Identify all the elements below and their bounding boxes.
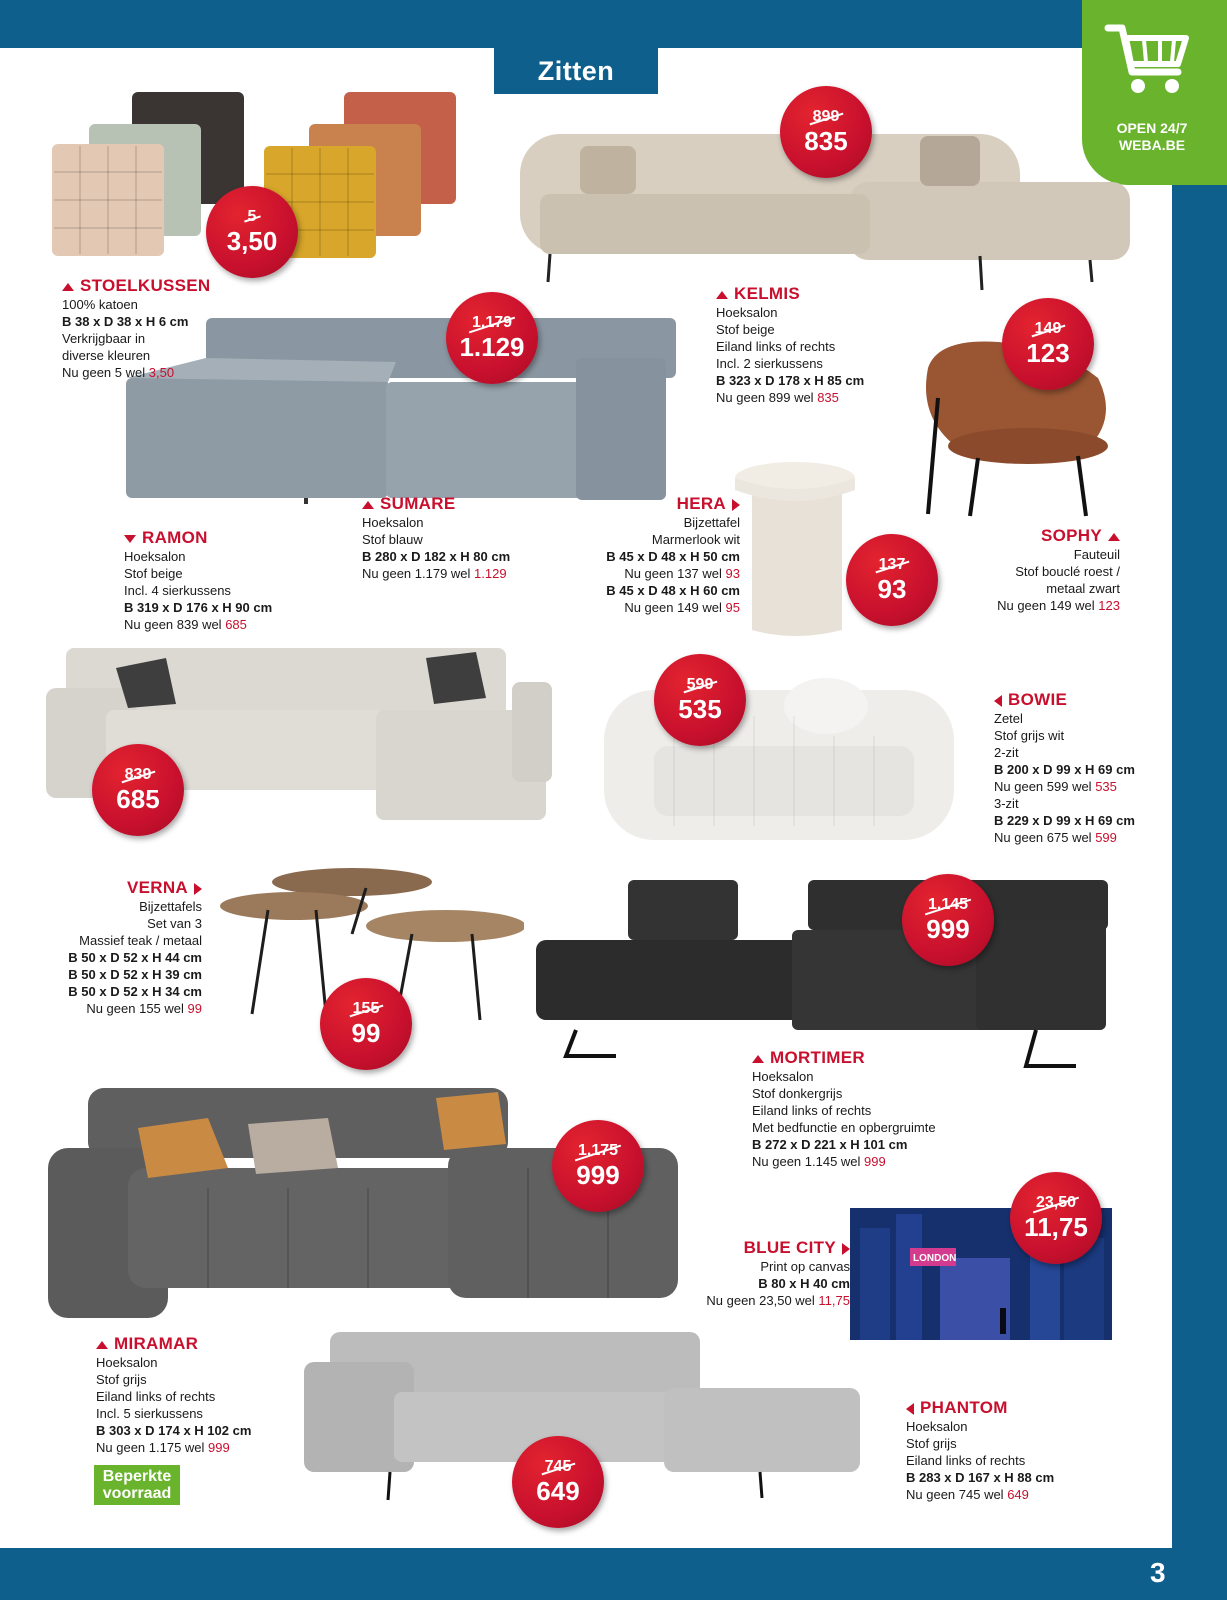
triangle-up-icon (752, 1055, 764, 1063)
old-price: 1.175 (577, 1142, 619, 1159)
spec-line: Eiland links of rechts (752, 1103, 872, 1118)
dimensions: B 45 x D 48 x H 50 cm (606, 549, 740, 564)
price-line: Nu geen 599 wel 535 (994, 779, 1117, 794)
spec-line: Met bedfunctie en opbergruimte (752, 1120, 936, 1135)
top-frame-bar (0, 0, 1227, 48)
verna-info (40, 878, 202, 1017)
spec-line: Hoeksalon (716, 305, 778, 320)
spec-line: metaal zwart (1046, 581, 1120, 596)
shopping-cart-icon (1104, 20, 1194, 100)
new-price: 685 (116, 784, 160, 814)
dimensions: B 200 x D 99 x H 69 cm (994, 762, 1135, 777)
new-price: 11,75 (1024, 1212, 1088, 1242)
old-price: 23,50 (1035, 1194, 1077, 1211)
stoelkussen-price-badge (206, 186, 298, 278)
product-name: PHANTOM (906, 1398, 1106, 1418)
triangle-up-icon (362, 501, 374, 509)
triangle-down-icon (124, 535, 136, 543)
price-line: Nu geen 745 wel 649 (906, 1487, 1029, 1502)
new-price: 99 (351, 1018, 381, 1048)
phantom-price-badge (512, 1436, 604, 1528)
hera-price-badge (846, 534, 938, 626)
sophy-info (940, 526, 1120, 614)
spec-line: diverse kleuren (62, 348, 151, 363)
triangle-up-icon (1108, 533, 1120, 541)
dimensions: B 303 x D 174 x H 102 cm (96, 1423, 252, 1438)
bowie-price-badge (654, 654, 746, 746)
miramar-info (96, 1334, 296, 1456)
new-price: 835 (804, 126, 848, 156)
price-line: Nu geen 1.145 wel 999 (752, 1154, 886, 1169)
dimensions: B 229 x D 99 x H 69 cm (994, 813, 1135, 828)
spec-line: Eiland links of rechts (96, 1389, 216, 1404)
dimensions: B 323 x D 178 x H 85 cm (716, 373, 865, 388)
dimensions: B 272 x D 221 x H 101 cm (752, 1137, 908, 1152)
sumare-price-badge (446, 292, 538, 384)
price-line: Nu geen 1.179 wel 1.129 (362, 566, 507, 581)
badge-line-open: OPEN 24/7 (1116, 120, 1188, 136)
spec-line: Eiland links of rechts (906, 1453, 1026, 1468)
spec-line: Stof grijs wit (994, 728, 1065, 743)
old-price: 745 (544, 1458, 572, 1475)
spec-line: Eiland links of rechts (716, 339, 836, 354)
triangle-left-icon (994, 695, 1002, 707)
sumare-info (362, 494, 562, 582)
price-line: Nu geen 5 wel 3,50 (62, 365, 175, 380)
bottom-frame-bar (0, 1548, 1227, 1600)
price-line: Nu geen 1.175 wel 999 (96, 1440, 230, 1455)
triangle-right-icon (194, 883, 202, 895)
spec-line: Bijzettafels (139, 899, 202, 914)
triangle-left-icon (906, 1403, 914, 1415)
dimensions: B 50 x D 52 x H 34 cm (68, 984, 202, 999)
spec-line: Print op canvas (760, 1259, 850, 1274)
bluecity-price-badge (1010, 1172, 1102, 1264)
dimensions: B 283 x D 167 x H 88 cm (906, 1470, 1055, 1485)
variant-label: 3-zit (994, 796, 1019, 811)
spec-line: Fauteuil (1073, 547, 1120, 562)
product-name: MORTIMER (752, 1048, 1032, 1068)
price-line: Nu geen 23,50 wel 11,75 (706, 1293, 850, 1308)
ramon-price-badge (92, 744, 184, 836)
phantom-info (906, 1398, 1106, 1503)
old-price: 899 (812, 108, 840, 125)
kelmis-info (716, 284, 936, 406)
old-price: 1.145 (927, 896, 969, 913)
new-price: 999 (576, 1160, 620, 1190)
product-name: MIRAMAR (96, 1334, 296, 1354)
spec-line: Stof grijs (96, 1372, 147, 1387)
new-price: 535 (678, 694, 722, 724)
verna-price-badge (320, 978, 412, 1070)
price-line: Nu geen 899 wel 835 (716, 390, 839, 405)
limited-line: voorraad (102, 1485, 172, 1502)
spec-line: Incl. 2 sierkussens (716, 356, 823, 371)
dimensions: B 50 x D 52 x H 39 cm (68, 967, 202, 982)
price-line: Nu geen 149 wel 95 (624, 600, 740, 615)
spec-line: Stof grijs (906, 1436, 957, 1451)
miramar-price-badge (552, 1120, 644, 1212)
price-line: Nu geen 137 wel 93 (624, 566, 740, 581)
spec-line: Set van 3 (147, 916, 202, 931)
spec-line: Incl. 5 sierkussens (96, 1406, 203, 1421)
triangle-right-icon (842, 1243, 850, 1255)
old-price: 149 (1034, 320, 1062, 337)
stoelkussen-info (62, 276, 262, 381)
spec-line: Hoeksalon (752, 1069, 814, 1084)
dimensions: B 80 x H 40 cm (758, 1276, 850, 1291)
new-price: 123 (1026, 338, 1070, 368)
spec-line: Bijzettafel (683, 515, 740, 530)
product-name: VERNA (40, 878, 202, 898)
page-number: 3 (1150, 1557, 1166, 1588)
product-name: RAMON (124, 528, 324, 548)
spec-line: Zetel (994, 711, 1023, 726)
new-price: 999 (926, 914, 970, 944)
old-price: 155 (352, 1000, 380, 1017)
bowie-info (994, 690, 1164, 846)
spec-line: Stof beige (716, 322, 775, 337)
spec-line: Massief teak / metaal (79, 933, 202, 948)
sophy-price-badge (1002, 298, 1094, 390)
new-price: 649 (536, 1476, 580, 1506)
canvas-sign-text: LONDON (913, 1253, 957, 1264)
mortimer-price-badge (902, 874, 994, 966)
price-line: Nu geen 675 wel 599 (994, 830, 1117, 845)
new-price: 1.129 (459, 332, 525, 362)
product-name: BOWIE (994, 690, 1164, 710)
spec-line: Verkrijgbaar in (62, 331, 146, 346)
dimensions: B 280 x D 182 x H 80 cm (362, 549, 511, 564)
spec-line: Marmerlook wit (651, 532, 740, 547)
dimensions: B 50 x D 52 x H 44 cm (68, 950, 202, 965)
product-name: BLUE CITY (660, 1238, 850, 1258)
old-price: 1.179 (471, 314, 513, 331)
spec-line: Hoeksalon (362, 515, 424, 530)
ramon-info (124, 528, 324, 633)
limited-line: Beperkte (102, 1468, 172, 1485)
dimensions: B 38 x D 38 x H 6 cm (62, 314, 189, 329)
price-line: Nu geen 839 wel 685 (124, 617, 247, 632)
product-name: SOPHY (940, 526, 1120, 546)
kelmis-price-badge (780, 86, 872, 178)
triangle-up-icon (96, 1341, 108, 1349)
spec-line: Stof beige (124, 566, 183, 581)
old-price: 839 (124, 766, 152, 783)
product-name: SUMARE (362, 494, 562, 514)
badge-line-url: WEBA.BE (1118, 137, 1186, 153)
triangle-up-icon (62, 283, 74, 291)
old-price: 5 (247, 208, 257, 225)
spec-line: Stof donkergrijs (752, 1086, 843, 1101)
old-price: 599 (686, 676, 714, 693)
spec-line: Stof blauw (362, 532, 423, 547)
spec-line: Hoeksalon (124, 549, 186, 564)
spec-line: Hoeksalon (96, 1355, 158, 1370)
spec-line: Hoeksalon (906, 1419, 968, 1434)
spec-line: 100% katoen (62, 297, 138, 312)
dimensions: B 319 x D 176 x H 90 cm (124, 600, 273, 615)
bluecity-info (660, 1238, 850, 1309)
limited-stock-label (94, 1465, 180, 1505)
old-price: 137 (878, 556, 906, 573)
product-name: KELMIS (716, 284, 936, 304)
spec-line: Incl. 4 sierkussens (124, 583, 231, 598)
spec-line: Stof bouclé roest / (1015, 564, 1120, 579)
triangle-right-icon (732, 499, 740, 511)
price-line: Nu geen 149 wel 123 (997, 598, 1120, 613)
product-name: HERA (560, 494, 740, 514)
bowie-image (594, 676, 964, 856)
dimensions: B 45 x D 48 x H 60 cm (606, 583, 740, 598)
hera-info (560, 494, 740, 616)
triangle-up-icon (716, 291, 728, 299)
right-frame-bar (1172, 0, 1227, 1600)
new-price: 93 (877, 574, 907, 604)
mortimer-info (752, 1048, 1032, 1170)
hera-image (730, 460, 860, 640)
price-line: Nu geen 155 wel 99 (86, 1001, 202, 1016)
variant-label: 2-zit (994, 745, 1019, 760)
section-title: Zitten (494, 48, 658, 94)
product-name: STOELKUSSEN (62, 276, 262, 296)
new-price: 3,50 (226, 226, 278, 256)
